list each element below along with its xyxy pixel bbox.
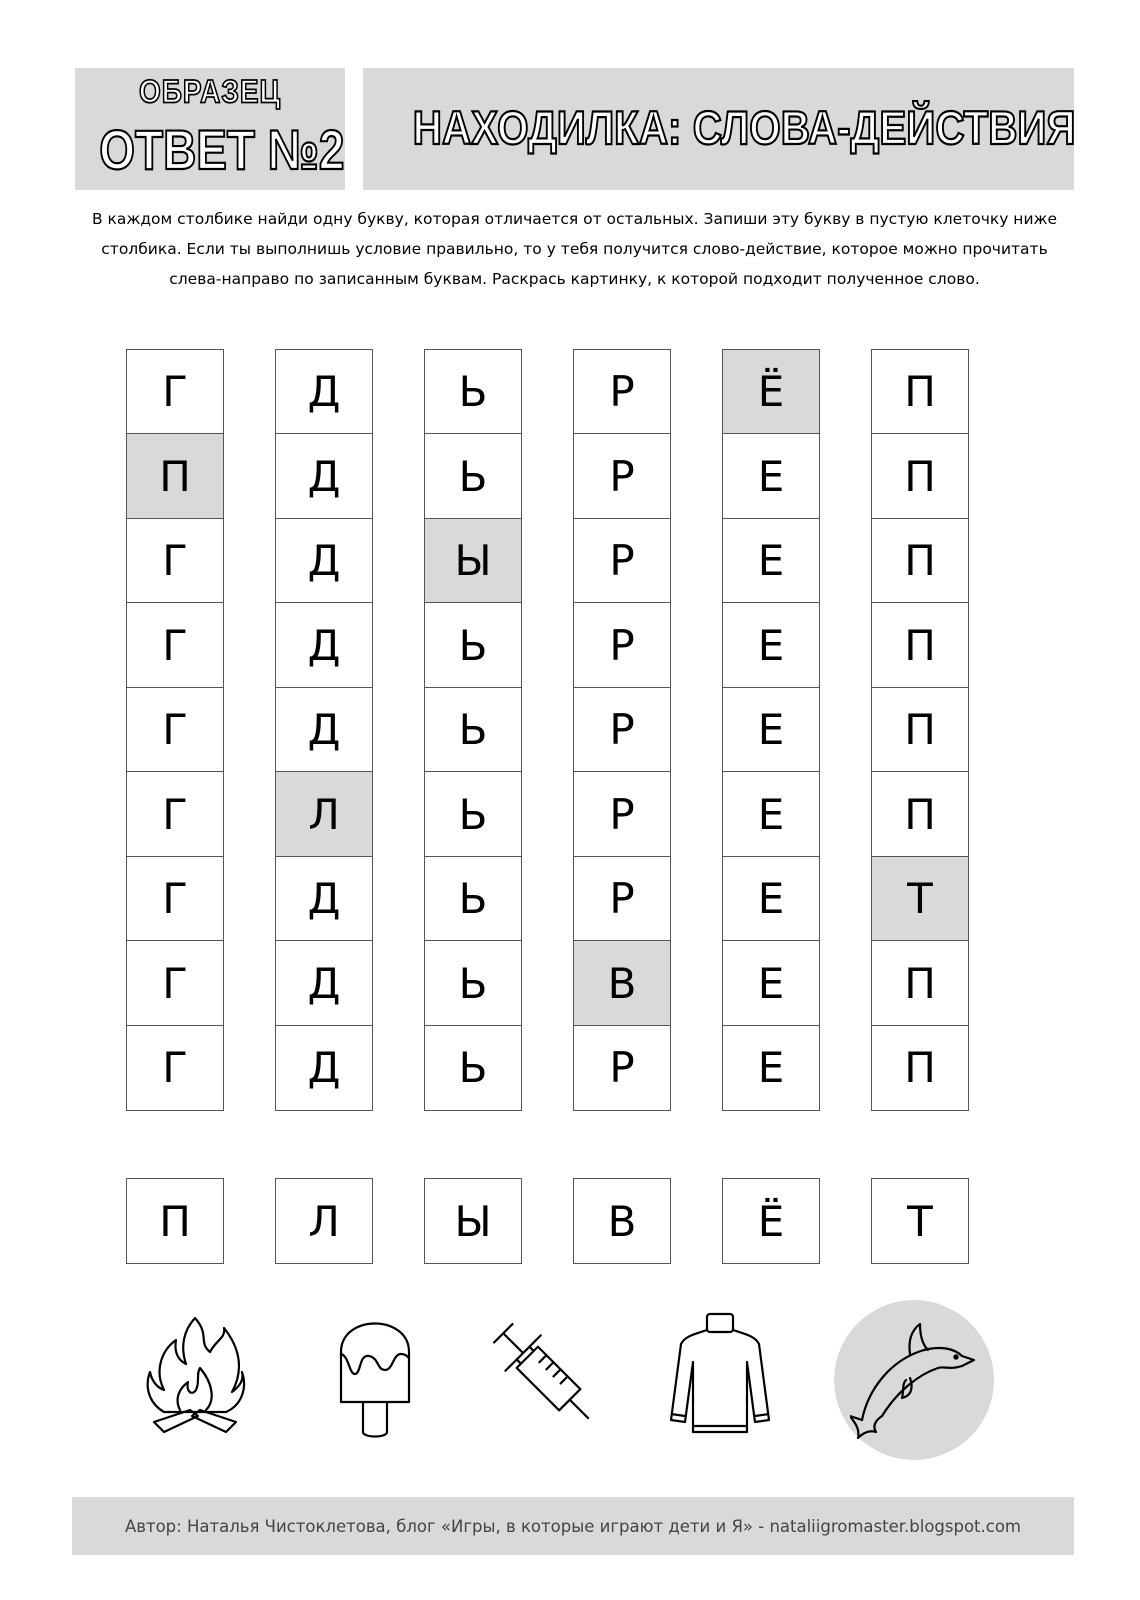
letter-cell[interactable]: Е xyxy=(722,940,820,1026)
instructions-text: В каждом столбике найди одну букву, которая отличается от остальных. Запиши эту букву в пустую клеточку ниже столбика. Если ты выполнишь условие правильно, то у тебя получится слово-действие, которое можно прочитать слева-направо по записанным буквам. Раскрась картинку, к которой подходит полученное слово. xyxy=(91,210,1058,288)
ice-cream-icon[interactable] xyxy=(335,1310,415,1440)
odd-letter-cell[interactable]: П xyxy=(126,433,224,519)
sweater-icon[interactable] xyxy=(665,1310,775,1440)
letter-column xyxy=(573,350,671,1111)
letter-cell[interactable]: Е xyxy=(722,602,820,688)
letter-cell[interactable]: Е xyxy=(722,687,820,773)
odd-letter-cell[interactable]: Т xyxy=(871,856,969,942)
letter-column xyxy=(275,350,373,1111)
letter-cell[interactable]: Ь xyxy=(424,856,522,942)
letter-cell[interactable]: Д xyxy=(275,856,373,942)
letter-cell[interactable]: Д xyxy=(275,349,373,435)
letter-cell[interactable]: П xyxy=(871,518,969,604)
campfire-icon[interactable] xyxy=(140,1310,250,1440)
letter-cell[interactable]: Ь xyxy=(424,1025,522,1111)
odd-letter-cell[interactable]: Ё xyxy=(722,349,820,435)
letter-cell[interactable]: Д xyxy=(275,687,373,773)
letter-cell[interactable]: Ь xyxy=(424,602,522,688)
letter-cell[interactable]: П xyxy=(871,940,969,1026)
letter-cell[interactable]: Е xyxy=(722,1025,820,1111)
letter-cell[interactable]: Г xyxy=(126,518,224,604)
answer-number-label: ОТВЕТ №2 xyxy=(99,118,345,181)
letter-cell[interactable]: Р xyxy=(573,1025,671,1111)
letter-cell[interactable]: Р xyxy=(573,602,671,688)
letter-cell[interactable]: Г xyxy=(126,687,224,773)
letter-grid xyxy=(0,350,1140,1130)
footer-credit: Автор: Наталья Чистоклетова, блог «Игры, в которые играют дети и Я» - nataliigromaster.blogspot.com xyxy=(72,1497,1074,1555)
letter-cell[interactable]: Е xyxy=(722,433,820,519)
dolphin-icon[interactable] xyxy=(850,1320,980,1440)
letter-cell[interactable]: Е xyxy=(722,771,820,857)
odd-letter-cell[interactable]: В xyxy=(573,940,671,1026)
letter-column xyxy=(424,350,522,1111)
letter-cell[interactable]: Р xyxy=(573,771,671,857)
page-title: НАХОДИЛКА: СЛОВА-ДЕЙСТВИЯ xyxy=(412,101,1076,154)
letter-cell[interactable]: Г xyxy=(126,349,224,435)
sample-label: ОБРАЗЕЦ xyxy=(138,73,281,110)
odd-letter-cell[interactable]: Ы xyxy=(424,518,522,604)
letter-cell[interactable]: Г xyxy=(126,940,224,1026)
answer-cell[interactable]: Т xyxy=(871,1178,969,1264)
letter-cell[interactable]: Д xyxy=(275,433,373,519)
answer-badge xyxy=(75,68,345,190)
letter-cell[interactable]: Д xyxy=(275,602,373,688)
letter-cell[interactable]: Р xyxy=(573,433,671,519)
answer-cell[interactable]: В xyxy=(573,1178,671,1264)
letter-cell[interactable]: Ь xyxy=(424,771,522,857)
answer-row xyxy=(0,1178,1140,1268)
letter-cell[interactable]: П xyxy=(871,349,969,435)
letter-cell[interactable]: Р xyxy=(573,349,671,435)
odd-letter-cell[interactable]: Л xyxy=(275,771,373,857)
letter-cell[interactable]: Г xyxy=(126,1025,224,1111)
letter-cell[interactable]: Ь xyxy=(424,940,522,1026)
letter-cell[interactable]: Е xyxy=(722,856,820,942)
title-banner xyxy=(363,68,1074,190)
letter-cell[interactable]: Д xyxy=(275,940,373,1026)
answer-cell[interactable]: П xyxy=(126,1178,224,1264)
syringe-icon[interactable] xyxy=(490,1310,600,1440)
letter-column xyxy=(722,350,820,1111)
answer-cell[interactable]: Ы xyxy=(424,1178,522,1264)
letter-cell[interactable]: П xyxy=(871,433,969,519)
answer-cell[interactable]: Л xyxy=(275,1178,373,1264)
letter-column xyxy=(126,350,224,1111)
letter-cell[interactable]: П xyxy=(871,771,969,857)
letter-cell[interactable]: П xyxy=(871,1025,969,1111)
letter-cell[interactable]: Г xyxy=(126,602,224,688)
letter-cell[interactable]: Е xyxy=(722,518,820,604)
letter-cell[interactable]: Д xyxy=(275,518,373,604)
letter-cell[interactable]: П xyxy=(871,602,969,688)
letter-cell[interactable]: Р xyxy=(573,518,671,604)
letter-cell[interactable]: Ь xyxy=(424,349,522,435)
letter-cell[interactable]: П xyxy=(871,687,969,773)
letter-cell[interactable]: Р xyxy=(573,856,671,942)
letter-cell[interactable]: Д xyxy=(275,1025,373,1111)
answer-cell[interactable]: Ё xyxy=(722,1178,820,1264)
letter-cell[interactable]: Г xyxy=(126,856,224,942)
letter-cell[interactable]: Г xyxy=(126,771,224,857)
letter-cell[interactable]: Ь xyxy=(424,433,522,519)
letter-cell[interactable]: Ь xyxy=(424,687,522,773)
letter-column xyxy=(871,350,969,1111)
letter-cell[interactable]: Р xyxy=(573,687,671,773)
